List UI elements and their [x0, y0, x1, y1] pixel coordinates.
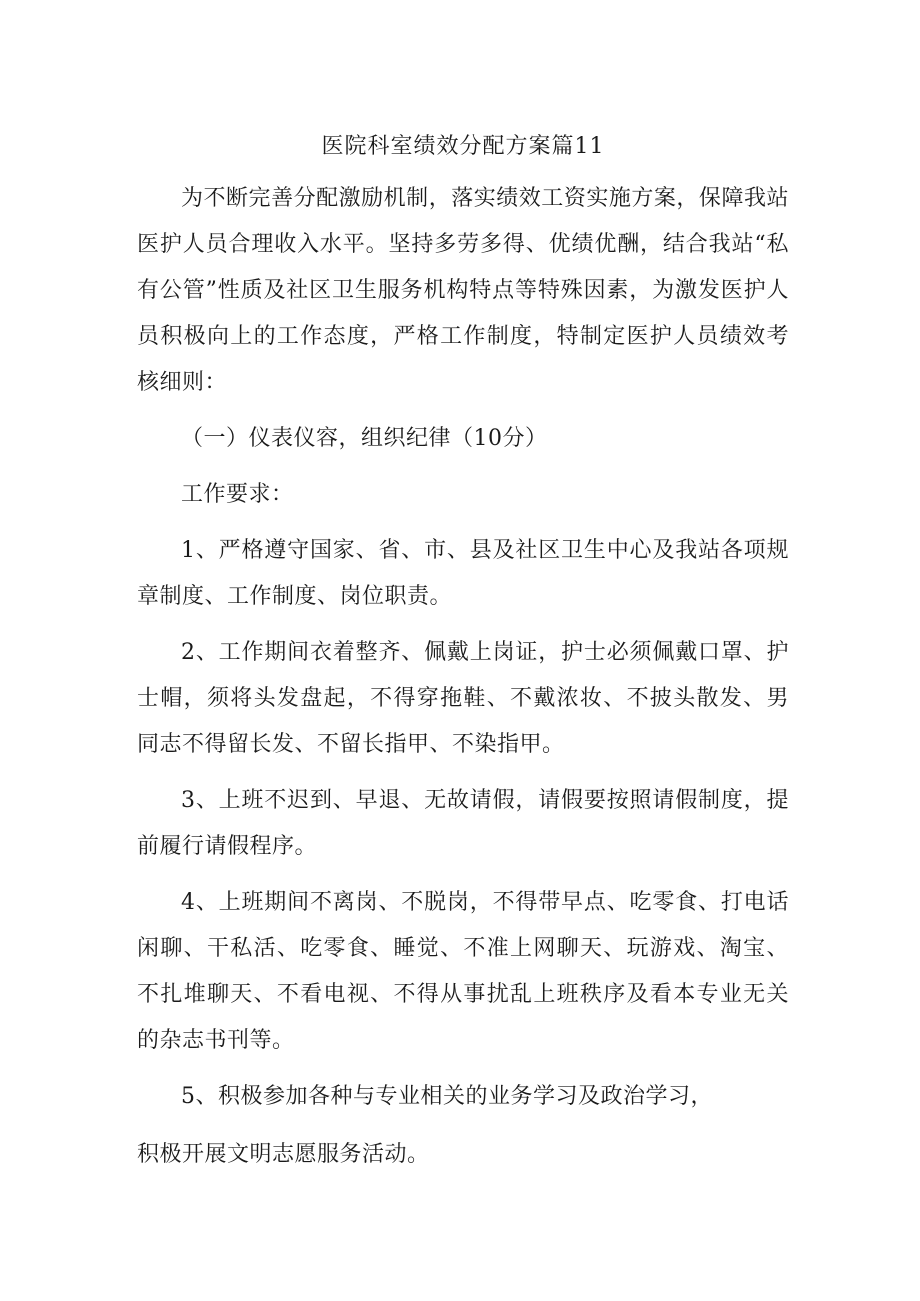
- requirement-item-4: 4、上班期间不离岗、不脱岗，不得带早点、吃零食、打电话闲聊、干私活、吃零食、睡觉、不准上网聊天、玩游戏、淘宝、不扎堆聊天、不看电视、不得从事扰乱上班秩序及看本专业无关的杂志书刊等。: [137, 890, 789, 1053]
- tail-line: 积极开展文明志愿服务活动。: [137, 1142, 430, 1167]
- requirement-item-5: 5、积极参加各种与专业相关的业务学习及政治学习，: [181, 1084, 713, 1109]
- requirement-item-3: 3、上班不迟到、早退、无故请假，请假要按照请假制度，提前履行请假程序。: [137, 788, 789, 859]
- intro-paragraph: 为不断完善分配激励机制，落实绩效工资实施方案，保障我站医护人员合理收入水平。坚持多劳多得、优绩优酬，结合我站“私有公管”性质及社区卫生服务机构特点等特殊因素，为激发医护人员积极向上的工作态度，严格工作制度，特制定医护人员绩效考核细则：: [137, 186, 789, 395]
- requirement-item-1: 1、严格遵守国家、省、市、县及社区卫生中心及我站各项规章制度、工作制度、岗位职责。: [137, 538, 789, 609]
- section-heading: （一）仪表仪容，组织纪律（10分）: [181, 426, 548, 451]
- document-title: 医院科室绩效分配方案篇11: [321, 134, 605, 159]
- requirements-label: 工作要求：: [181, 482, 294, 507]
- document-page: [137, 130, 789, 1188]
- requirement-item-2: 2、工作期间衣着整齐、佩戴上岗证，护士必须佩戴口罩、护士帽，须将头发盘起，不得穿拖鞋、不戴浓妆、不披头散发、男同志不得留长发、不留长指甲、不染指甲。: [137, 640, 789, 757]
